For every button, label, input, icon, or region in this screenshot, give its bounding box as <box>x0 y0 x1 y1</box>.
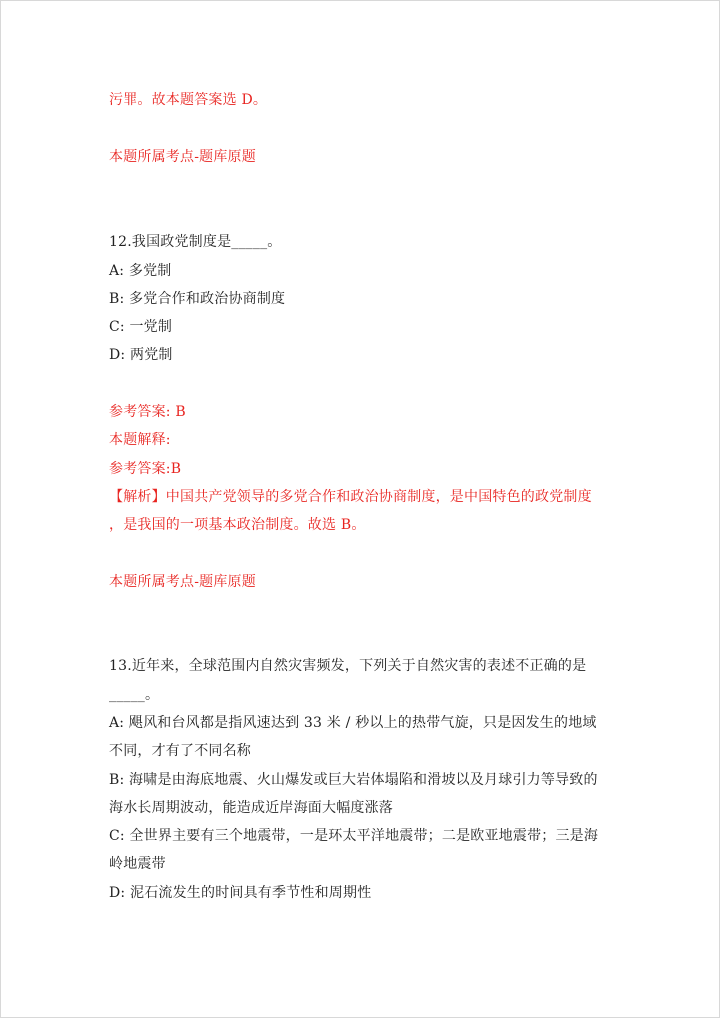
q13-option-b-line1: B: 海啸是由海底地震、火山爆发或巨大岩体塌陷和滑坡以及月球引力等导致的 <box>109 772 598 788</box>
q13-option-a-line2: 不同，才有了不同名称 <box>109 743 251 759</box>
q13-option-c-line2: 岭地震带 <box>109 856 166 872</box>
q12-option-c: C: 一党制 <box>109 319 173 335</box>
q13-option-a-line1: A: 飓风和台风都是指风速达到 33 米 / 秒以上的热带气旋，只是因发生的地域 <box>109 715 597 731</box>
q13-option-b-line2: 海水长周期波动，能造成近岸海面大幅度涨落 <box>109 800 393 816</box>
q12-option-b: B: 多党合作和政治协商制度 <box>109 291 286 307</box>
q12-option-a: A: 多党制 <box>109 263 172 279</box>
q12-answer: 参考答案: B <box>109 404 186 420</box>
prev-explanation-end: 污罪。故本题答案选 D。 <box>109 92 268 108</box>
q13-stem-line2: _____。 <box>109 687 160 703</box>
q12-category-label: 本题所属考点-题库原题 <box>109 574 256 590</box>
q13-option-d-line1: D: 泥石流发生的时间具有季节性和周期性 <box>109 885 372 901</box>
q12-answer-repeat: 参考答案:B <box>109 461 182 477</box>
prev-category-label: 本题所属考点-题库原题 <box>109 149 256 165</box>
q12-option-d: D: 两党制 <box>109 347 173 363</box>
q13-option-c-line1: C: 全世界主要有三个地震带，一是环太平洋地震带；二是欧亚地震带；三是海 <box>109 828 599 844</box>
q12-explanation-line2: ，是我国的一项基本政治制度。故选 B。 <box>109 517 366 533</box>
q13-stem-line1: 13.近年来，全球范围内自然灾害频发，下列关于自然灾害的表述不正确的是 <box>109 658 587 674</box>
q12-explanation-label: 本题解释: <box>109 432 171 448</box>
q12-stem: 12.我国政党制度是_____。 <box>109 234 282 250</box>
q12-explanation-line1: 【解析】中国共产党领导的多党合作和政治协商制度，是中国特色的政党制度 <box>109 489 592 505</box>
